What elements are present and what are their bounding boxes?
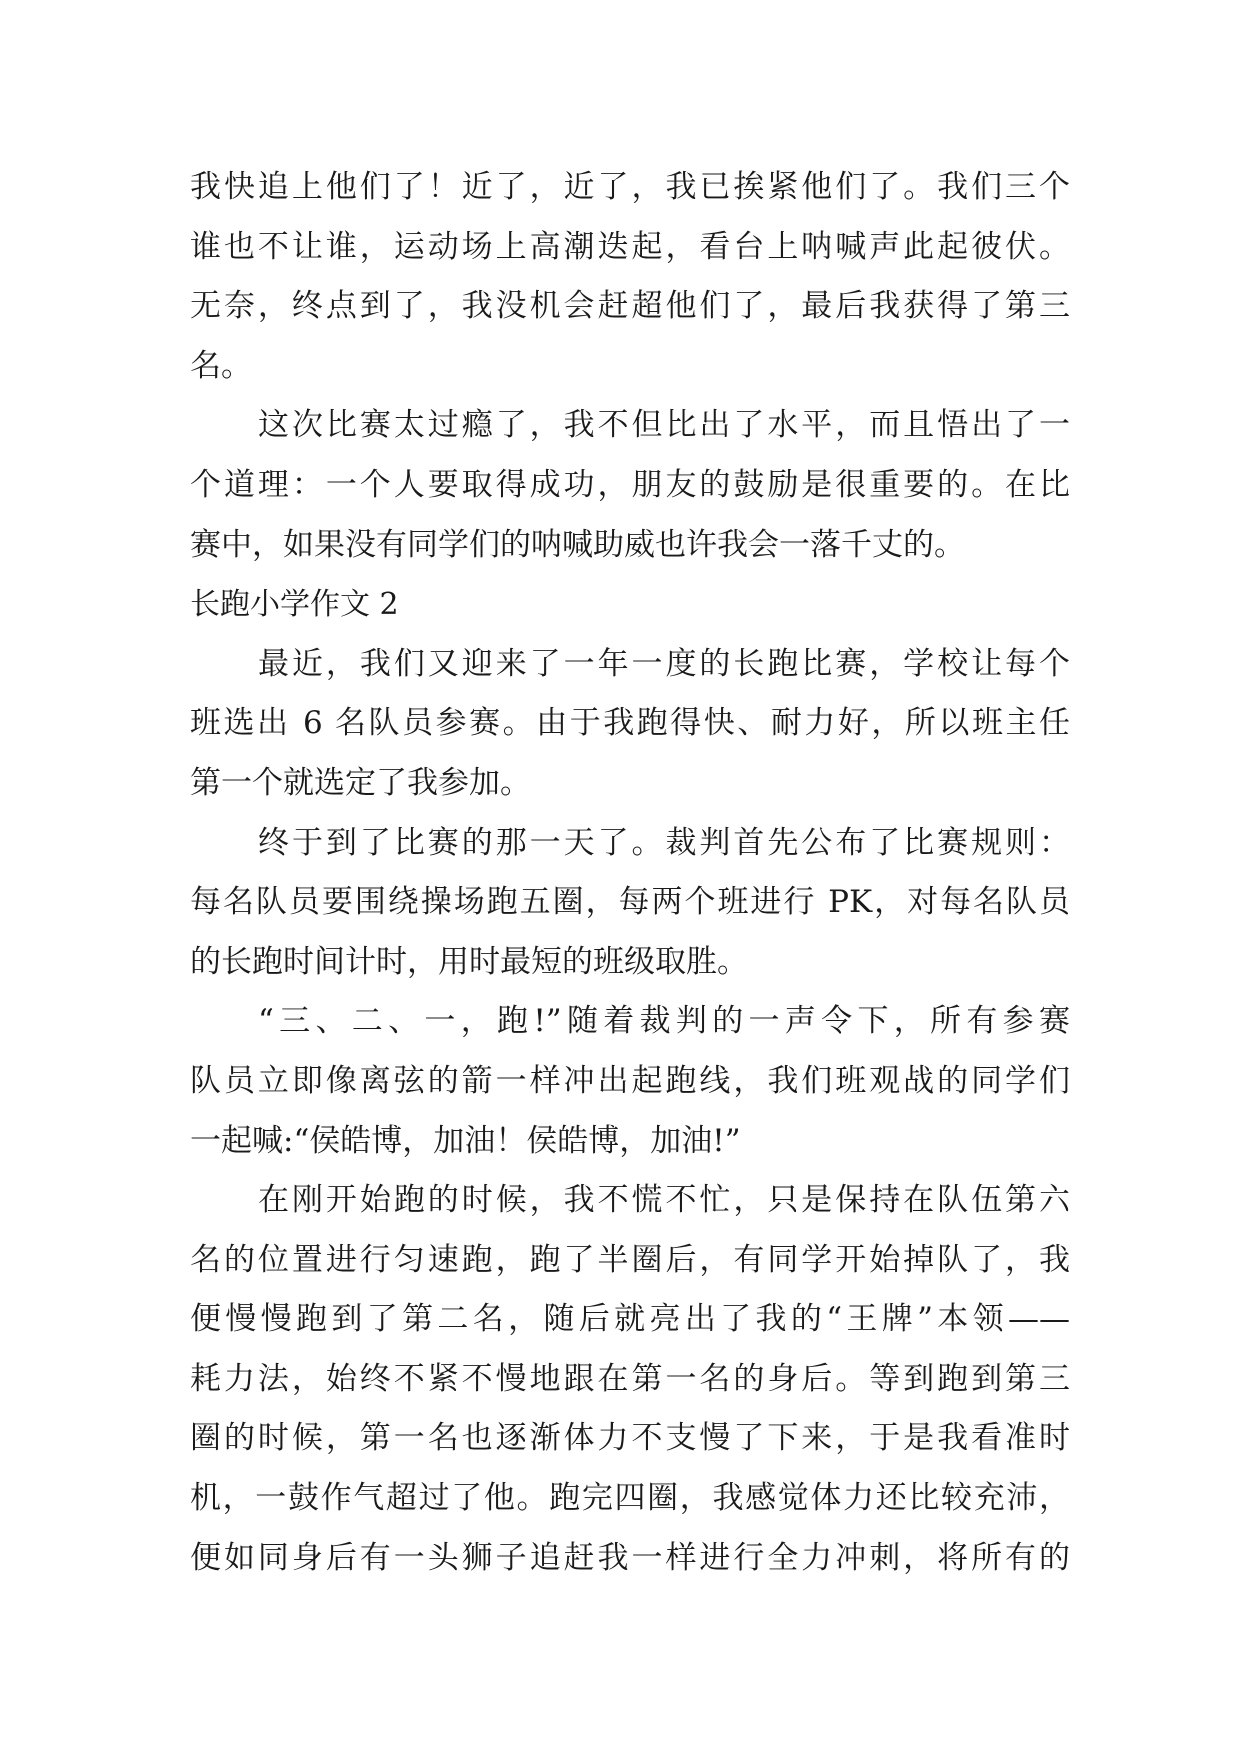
text-line: 这次比赛太过瘾了，我不但比出了水平，而且悟出了一 — [258, 407, 1070, 444]
text-line: 名的位置进行匀速跑，跑了半圈后，有同学开始掉队了，我 — [190, 1241, 1070, 1278]
text-line: 谁也不让谁，运动场上高潮迭起，看台上呐喊声此起彼伏。 — [190, 228, 1070, 265]
text-line: 一起喊:“侯皓博，加油！侯皓博，加油!” — [190, 1122, 741, 1159]
text-line: “三、二、一，跑!”随着裁判的一声令下，所有参赛 — [258, 1003, 1070, 1040]
text-line: 赛中，如果没有同学们的呐喊助威也许我会一落千丈的。 — [190, 526, 965, 563]
text-line: 我快追上他们了！近了，近了，我已挨紧他们了。我们三个 — [190, 169, 1070, 205]
text-line: 个道理：一个人要取得成功，朋友的鼓励是很重要的。在比 — [190, 466, 1070, 503]
text-line: 无奈，终点到了，我没机会赶超他们了，最后我获得了第三 — [190, 288, 1070, 325]
text-line: 的长跑时间计时，用时最短的班级取胜。 — [190, 943, 748, 980]
text-line: 班选出 6 名队员参赛。由于我跑得快、耐力好，所以班主任 — [190, 705, 1070, 742]
text-line: 耗力法，始终不紧不慢地跟在第一名的身后。等到跑到第三 — [190, 1360, 1070, 1397]
text-line: 第一个就选定了我参加。 — [190, 764, 531, 801]
text-line: 便如同身后有一头狮子追赶我一样进行全力冲刺，将所有的 — [190, 1539, 1070, 1576]
text-line: 队员立即像离弦的箭一样冲出起跑线，我们班观战的同学们 — [190, 1062, 1070, 1099]
section-heading: 长跑小学作文 2 — [190, 587, 399, 623]
text-line: 在刚开始跑的时候，我不慌不忙，只是保持在队伍第六 — [258, 1182, 1070, 1219]
text-line: 名。 — [190, 347, 252, 384]
text-line: 便慢慢跑到了第二名，随后就亮出了我的“王牌”本领—— — [190, 1301, 1070, 1338]
essay-text — [190, 158, 1070, 1588]
text-line: 每名队员要围绕操场跑五圈，每两个班进行 PK，对每名队员 — [190, 884, 1070, 921]
text-line: 最近，我们又迎来了一年一度的长跑比赛，学校让每个 — [258, 645, 1070, 682]
text-line: 圈的时候，第一名也逐渐体力不支慢了下来，于是我看准时 — [190, 1420, 1070, 1457]
text-line: 终于到了比赛的那一天了。裁判首先公布了比赛规则： — [258, 824, 1070, 861]
text-line: 机，一鼓作气超过了他。跑完四圈，我感觉体力还比较充沛， — [190, 1480, 1070, 1517]
